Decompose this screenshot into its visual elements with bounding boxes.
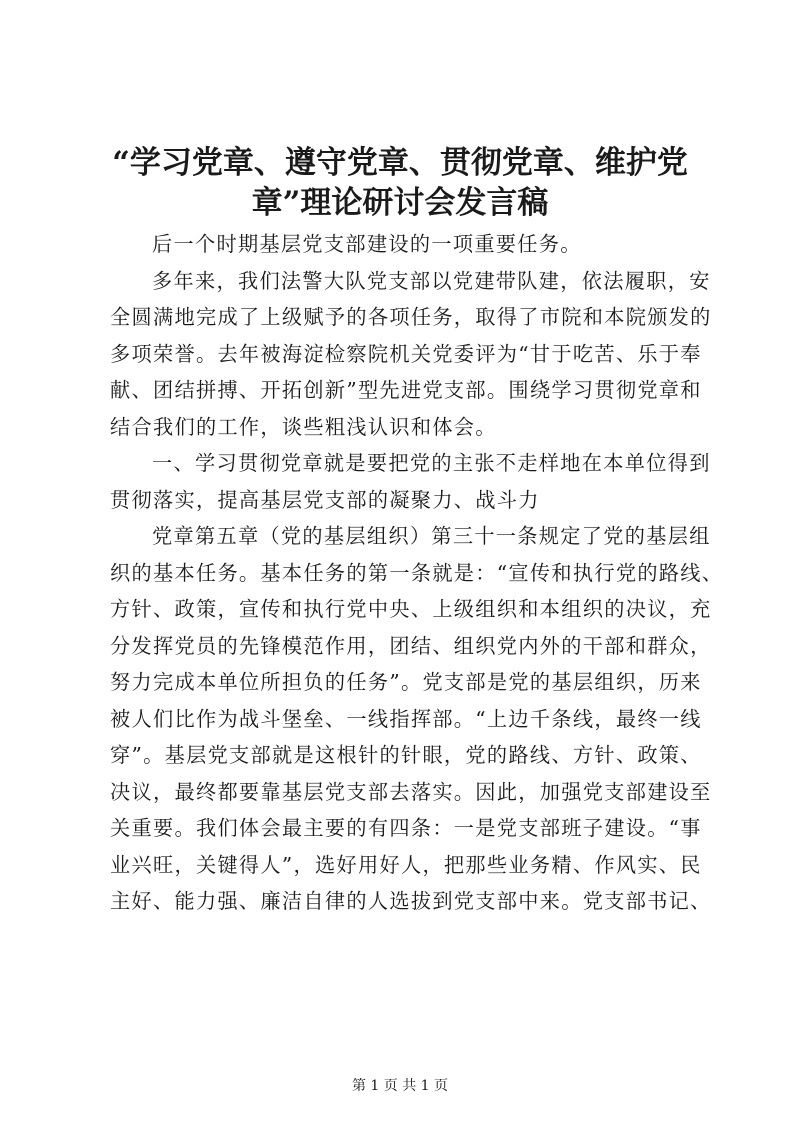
section-heading-line: 一、学习贯彻党章就是要把党的主张不走样地在本单位得到 <box>152 451 711 475</box>
paragraph-line: 主好、能力强、廉洁自律的人选拔到党支部中来。党支部书记、 <box>110 889 712 913</box>
document-title-line-2: 章”理论研讨会发言稿 <box>251 185 549 221</box>
paragraph-line: 方针、政策，宣传和执行党中央、上级组织和本组织的决议，充 <box>110 597 712 621</box>
paragraph-line: 分发挥党员的先锋模范作用，团结、组织党内外的干部和群众， <box>110 633 712 658</box>
section-heading-line: 贯彻落实，提高基层党支部的凝聚力、战斗力 <box>110 487 540 512</box>
paragraph-line: 努力完成本单位所担负的任务”。党支部是党的基层组织，历来 <box>110 670 702 694</box>
paragraph-line: 关重要。我们体会最主要的有四条：一是党支部班子建设。“事 <box>110 816 702 840</box>
page-footer: 第 1 页 共 1 页 <box>351 1078 449 1094</box>
paragraph-line: 多年来，我们法警大队党支部以党建带队建，依法履职，安 <box>152 268 711 293</box>
document-title-line-1: “学习党章、遵守党章、贯彻党章、维护党 <box>112 145 688 181</box>
paragraph-line: 党章第五章（党的基层组织）第三十一条规定了党的基层组 <box>152 524 711 548</box>
paragraph-line: 全圆满地完成了上级赋予的各项任务，取得了市院和本院颁发的 <box>110 305 712 329</box>
paragraph-line: 织的基本任务。基本任务的第一条就是：“宣传和执行党的路线、 <box>110 560 724 585</box>
paragraph-line: 决议，最终都要靠基层党支部去落实。因此，加强党支部建设至 <box>110 779 712 804</box>
paragraph-line: 被人们比作为战斗堡垒、一线指挥部。“上边千条线，最终一线 <box>110 706 702 731</box>
paragraph-line: 多项荣誉。去年被海淀检察院机关党委评为“甘于吃苦、乐于奉 <box>110 341 702 366</box>
paragraph-line: 穿”。基层党支部就是这根针的针眼，党的路线、方针、政策、 <box>110 743 702 767</box>
paragraph-line: 后一个时期基层党支部建设的一项重要任务。 <box>152 232 582 256</box>
paragraph-line: 结合我们的工作，谈些粗浅认识和体会。 <box>110 414 497 439</box>
document-body <box>110 226 724 920</box>
paragraph-line: 业兴旺，关键得人”，选好用好人，把那些业务精、作风实、民 <box>110 852 702 877</box>
paragraph-line: 献、团结拼搏、开拓创新”型先进党支部。围绕学习贯彻党章和 <box>110 378 702 402</box>
